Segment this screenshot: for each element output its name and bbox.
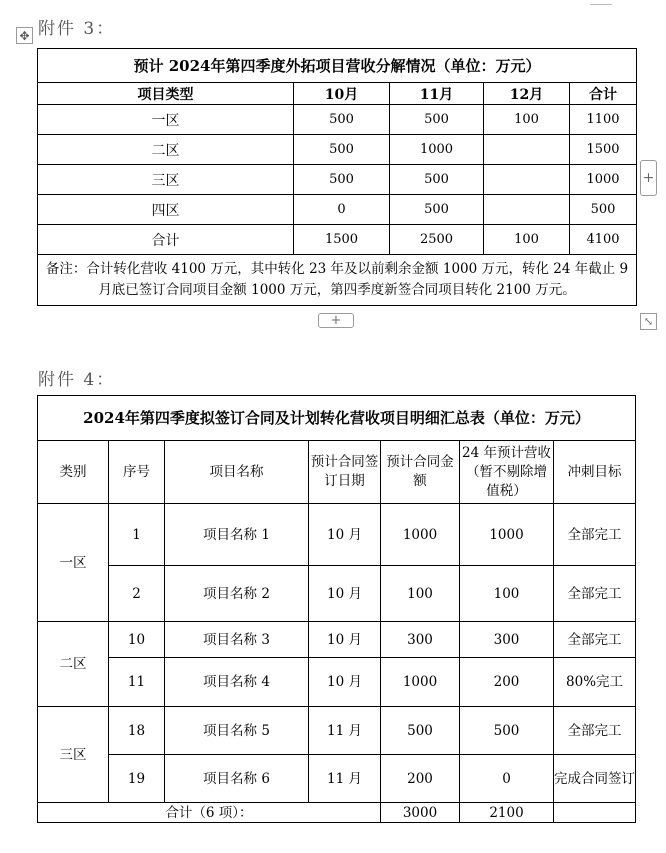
- cell-value: 4100: [570, 225, 637, 255]
- sign-date-cell: 10 月: [309, 566, 381, 622]
- revenue-cell: 100: [460, 566, 554, 622]
- amount-cell: 300: [381, 622, 460, 658]
- sign-date-cell: 10 月: [309, 622, 381, 658]
- header-contract-amount: 预计合同金额: [381, 441, 460, 504]
- table-row-total: [38, 803, 636, 823]
- add-row-button[interactable]: [318, 313, 354, 328]
- cell-value: [484, 165, 570, 195]
- table-move-handle[interactable]: [16, 27, 33, 44]
- revenue-cell: 200: [460, 658, 554, 707]
- header-serial: 序号: [109, 441, 165, 504]
- amount-cell: 200: [381, 755, 460, 803]
- cell-value: [484, 135, 570, 165]
- row-label: 三区: [38, 165, 294, 195]
- serial-cell: 11: [109, 658, 165, 707]
- header-oct: 10月: [294, 83, 390, 105]
- cell-value: 500: [390, 165, 484, 195]
- cell-value: 500: [294, 165, 390, 195]
- serial-cell: 18: [109, 707, 165, 755]
- project-name-cell: 项目名称 5: [165, 707, 309, 755]
- header-sign-date: 预计合同签订日期: [309, 441, 381, 504]
- cell-value: 500: [570, 195, 637, 225]
- serial-cell: 1: [109, 504, 165, 566]
- project-name-cell: 项目名称 4: [165, 658, 309, 707]
- target-cell: 全部完工: [554, 707, 636, 755]
- table-note: 备注：合计转化营收 4100 万元，其中转化 23 年及以前剩余金额 1000 万元，转化 24 年截止 9 月底已签订合同项目金额 1000 万元，第四季度新签合同项目转化 2100 万元。: [38, 255, 637, 306]
- cell-value: 500: [390, 105, 484, 135]
- table-row: [38, 165, 637, 195]
- cell-value: 100: [484, 105, 570, 135]
- cell-value: 500: [294, 135, 390, 165]
- sign-date-cell: 11 月: [309, 755, 381, 803]
- cell-value: [484, 195, 570, 225]
- table-row: [38, 566, 636, 622]
- table-row: [38, 105, 637, 135]
- attachment-3-label: 附件 3：: [38, 19, 116, 39]
- page-edge-mark: [590, 0, 612, 5]
- project-name-cell: 项目名称 3: [165, 622, 309, 658]
- target-cell: 全部完工: [554, 566, 636, 622]
- total-revenue: 2100: [460, 803, 554, 823]
- table-row: [38, 658, 636, 707]
- row-label: 二区: [38, 135, 294, 165]
- sign-date-cell: 10 月: [309, 504, 381, 566]
- project-name-cell: 项目名称 6: [165, 755, 309, 803]
- total-label: 合计（6 项）：: [38, 803, 381, 823]
- cell-value: 500: [294, 105, 390, 135]
- row-label: 合计: [38, 225, 294, 255]
- cell-value: 1000: [390, 135, 484, 165]
- cell-value: 100: [484, 225, 570, 255]
- table-row: [38, 622, 636, 658]
- serial-cell: 10: [109, 622, 165, 658]
- header-project-name: 项目名称: [165, 441, 309, 504]
- cell-value: 2500: [390, 225, 484, 255]
- revenue-cell: 1000: [460, 504, 554, 566]
- sign-date-cell: 10 月: [309, 658, 381, 707]
- header-sprint-target: 冲刺目标: [554, 441, 636, 504]
- move-arrows-icon: ✥: [19, 28, 30, 43]
- header-total: 合计: [570, 83, 637, 105]
- cell-value: 1100: [570, 105, 637, 135]
- total-amount: 3000: [381, 803, 460, 823]
- cell-value: 1000: [570, 165, 637, 195]
- serial-cell: 2: [109, 566, 165, 622]
- header-revenue: 24 年预计营收（暂不剔除增值税）: [460, 441, 554, 504]
- target-cell: 全部完工: [554, 504, 636, 566]
- attachment-4-label: 附件 4：: [38, 370, 116, 390]
- table-title: 2024年第四季度拟签订合同及计划转化营收项目明细汇总表（单位：万元）: [38, 396, 636, 441]
- row-label: 一区: [38, 105, 294, 135]
- target-cell: 80%完工: [554, 658, 636, 707]
- plus-icon: +: [642, 170, 655, 186]
- header-dec: 12月: [484, 83, 570, 105]
- table-row: [38, 504, 636, 566]
- amount-cell: 1000: [381, 504, 460, 566]
- target-cell: 全部完工: [554, 622, 636, 658]
- header-category: 类别: [38, 441, 109, 504]
- target-cell: 完成合同签订: [554, 755, 636, 803]
- cell-value: 500: [390, 195, 484, 225]
- plus-icon: +: [330, 313, 342, 328]
- table-row: [38, 707, 636, 755]
- table-resize-handle[interactable]: [640, 313, 657, 330]
- table-row: [38, 135, 637, 165]
- diagonal-resize-icon: ⤡: [643, 315, 654, 328]
- region-cell: 三区: [38, 707, 109, 803]
- serial-cell: 19: [109, 755, 165, 803]
- revenue-cell: 500: [460, 707, 554, 755]
- table-row: [38, 755, 636, 803]
- table-row: [38, 195, 637, 225]
- revenue-cell: 0: [460, 755, 554, 803]
- q4-contract-detail-table: [37, 395, 636, 823]
- table-row-total: [38, 225, 637, 255]
- q4-revenue-breakdown-table: [37, 48, 637, 306]
- revenue-cell: 300: [460, 622, 554, 658]
- amount-cell: 500: [381, 707, 460, 755]
- region-cell: 一区: [38, 504, 109, 622]
- total-empty: [554, 803, 636, 823]
- amount-cell: 1000: [381, 658, 460, 707]
- cell-value: 1500: [570, 135, 637, 165]
- sign-date-cell: 11 月: [309, 707, 381, 755]
- region-cell: 二区: [38, 622, 109, 707]
- add-column-button[interactable]: [640, 160, 657, 196]
- amount-cell: 100: [381, 566, 460, 622]
- project-name-cell: 项目名称 2: [165, 566, 309, 622]
- row-label: 四区: [38, 195, 294, 225]
- header-project-type: 项目类型: [38, 83, 294, 105]
- project-name-cell: 项目名称 1: [165, 504, 309, 566]
- header-nov: 11月: [390, 83, 484, 105]
- cell-value: 1500: [294, 225, 390, 255]
- cell-value: 0: [294, 195, 390, 225]
- table-title: 预计 2024年第四季度外拓项目营收分解情况（单位：万元）: [38, 49, 637, 83]
